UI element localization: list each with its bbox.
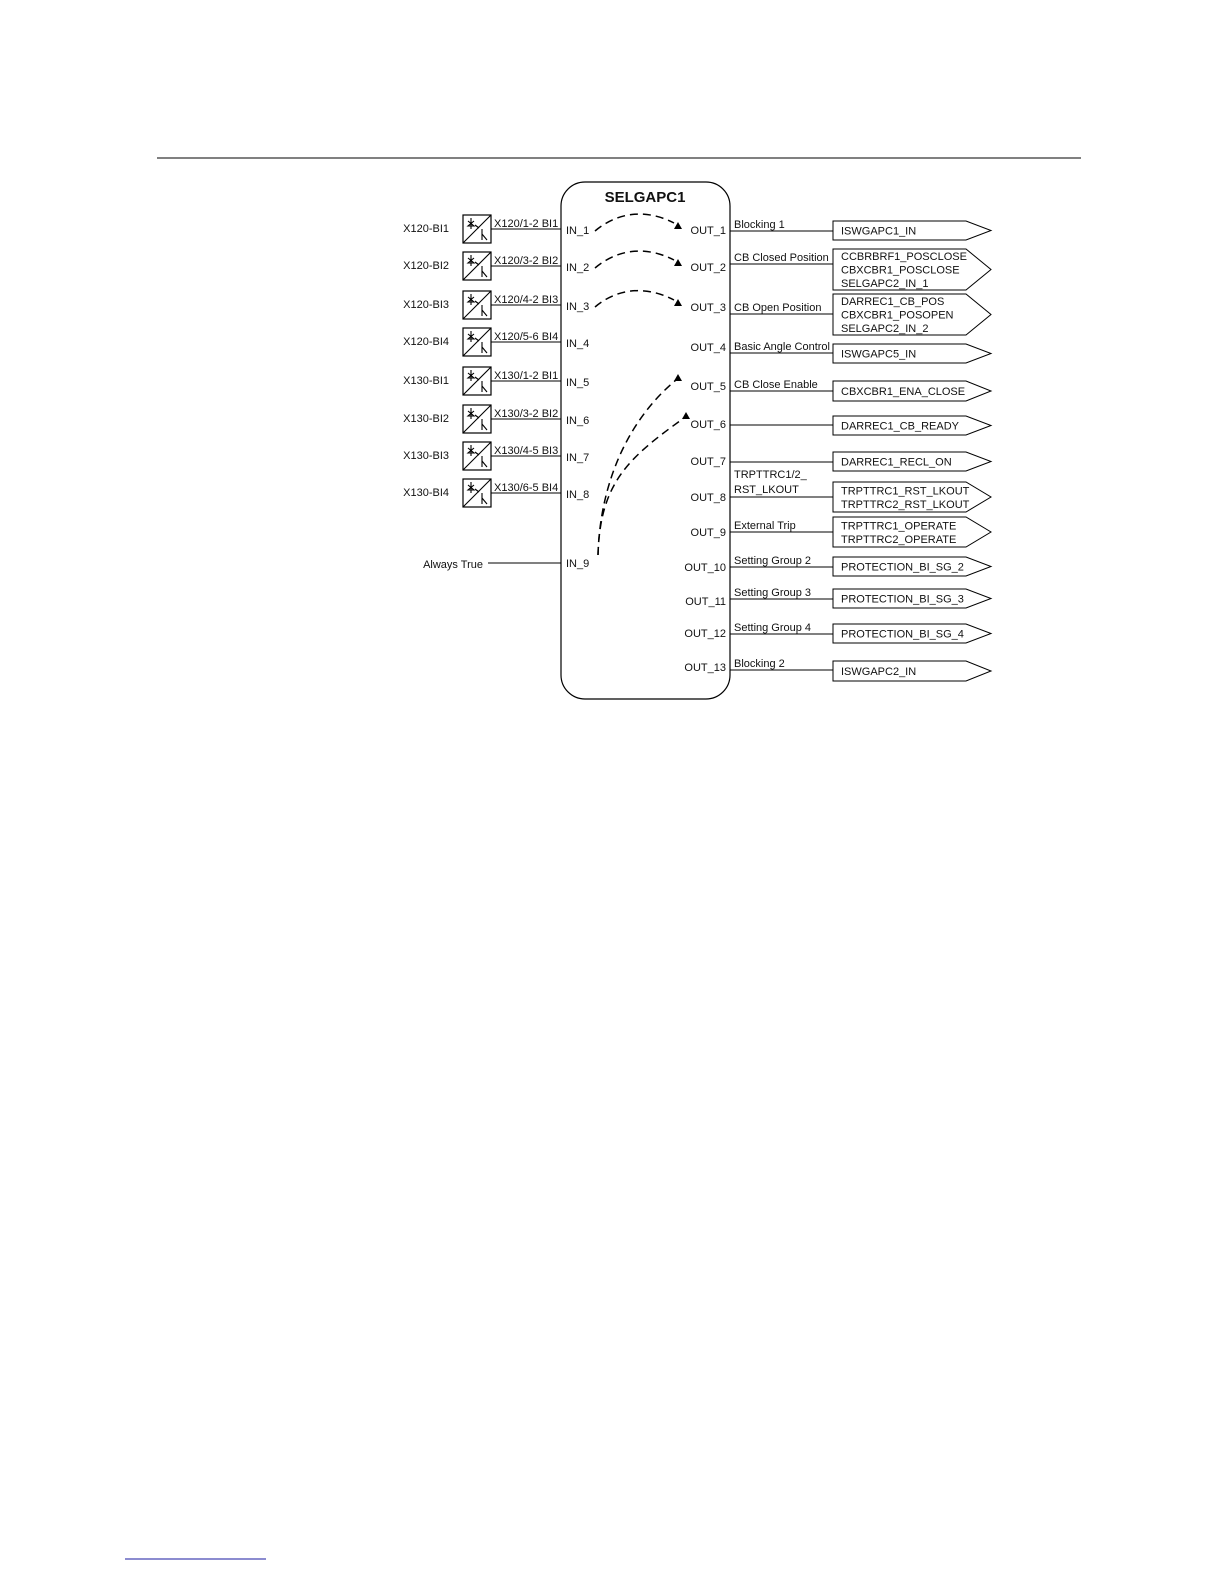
output-target-label: SELGAPC2_IN_1	[841, 278, 929, 290]
output-target-label: CBXCBR1_POSOPEN	[841, 309, 954, 322]
output-target-label: ISWGAPC2_IN	[841, 666, 917, 678]
output-port-label: OUT_2	[690, 262, 726, 274]
output-port-label: OUT_9	[690, 527, 726, 539]
output-port-label: OUT_12	[684, 628, 726, 640]
input-wire-label: X120/5-6 BI4	[494, 331, 559, 343]
input-port-label: IN_6	[566, 415, 590, 427]
input-wire-label: X120/4-2 BI3	[494, 294, 559, 306]
input-wire-label: X130/1-2 BI1	[494, 370, 559, 382]
output-target-label: CCBRBRF1_POSCLOSE	[841, 251, 967, 263]
block-title: SELGAPC1	[604, 189, 686, 206]
output-port-label: OUT_8	[690, 492, 726, 504]
output-target-label: ISWGAPC1_IN	[841, 225, 917, 238]
output-signal-label: Basic Angle Control	[734, 341, 830, 353]
output-signal-label: Setting Group 4	[734, 622, 812, 634]
output-row	[691, 341, 991, 363]
constant-source-label: Always True	[423, 559, 483, 571]
output-target-label: PROTECTION_BI_SG_2	[841, 561, 964, 574]
binary-input-icon	[463, 479, 491, 507]
output-target-label: DARREC1_CB_READY	[841, 420, 959, 433]
input-source-label: X130-BI1	[403, 375, 449, 387]
input-wire-label: X130/6-5 BI4	[494, 482, 559, 494]
output-port-label: OUT_7	[690, 456, 726, 468]
input-wire-label: X130/4-5 BI3	[494, 445, 559, 457]
output-row	[691, 219, 991, 240]
output-signal-label: Blocking 1	[734, 219, 785, 231]
output-target-label: DARREC1_CB_POS	[841, 296, 945, 308]
output-row	[691, 416, 991, 435]
input-port-label: IN_3	[566, 301, 590, 313]
output-signal-label: External Trip	[734, 520, 796, 532]
output-port-label: OUT_4	[690, 342, 726, 354]
output-target-label: CBXCBR1_ENA_CLOSE	[841, 386, 966, 398]
output-signal-label: Setting Group 3	[734, 587, 812, 599]
binary-input-icon	[463, 252, 491, 280]
output-port-label: OUT_1	[690, 225, 726, 237]
output-target-label: CBXCBR1_POSCLOSE	[841, 264, 960, 277]
input-source-label: X130-BI2	[403, 413, 449, 425]
output-target-label: TRPTTRC1_RST_LKOUT	[841, 485, 970, 498]
output-signal-label: CB Closed Position	[734, 252, 829, 264]
output-target-label: TRPTTRC2_OPERATE	[841, 533, 957, 546]
output-signal-label: Blocking 2	[734, 658, 785, 670]
input-wire-label: X120/1-2 BI1	[494, 218, 559, 230]
output-row	[691, 249, 991, 290]
output-target-label: PROTECTION_BI_SG_4	[841, 628, 964, 641]
selgapc1-block	[561, 182, 730, 699]
input-wire-label: X130/3-2 BI2	[494, 408, 559, 420]
output-target-label: TRPTTRC2_RST_LKOUT	[841, 498, 970, 511]
binary-input-icon	[463, 291, 491, 319]
binary-input-icon	[463, 367, 491, 395]
binary-input-icon	[463, 442, 491, 470]
output-port-label: OUT_3	[690, 302, 726, 314]
output-port-label: OUT_6	[690, 419, 726, 431]
output-row	[691, 517, 991, 547]
output-row	[691, 294, 991, 335]
output-signal-label: CB Open Position	[734, 302, 822, 314]
binary-input-icon	[463, 328, 491, 356]
output-row	[685, 587, 991, 608]
output-signal-label: Setting Group 2	[734, 555, 812, 567]
output-target-label: DARREC1_RECL_ON	[841, 456, 952, 469]
input-source-label: X130-BI4	[403, 487, 449, 499]
constant-port-label: IN_9	[566, 558, 590, 570]
output-port-label: OUT_10	[684, 562, 726, 574]
input-source-label: X120-BI3	[403, 299, 449, 311]
output-target-label: TRPTTRC1_OPERATE	[841, 520, 957, 533]
output-port-label: OUT_13	[684, 662, 726, 674]
binary-input-icon	[463, 215, 491, 243]
output-row	[691, 379, 991, 401]
output-target-label: PROTECTION_BI_SG_3	[841, 593, 964, 606]
output-port-label: OUT_11	[685, 596, 726, 608]
input-wire-label: X120/3-2 BI2	[494, 255, 559, 267]
input-port-label: IN_7	[566, 452, 590, 464]
input-port-label: IN_2	[566, 262, 590, 274]
binary-input-icon	[463, 405, 491, 433]
output-signal-label: CB Close Enable	[734, 379, 818, 391]
input-port-label: IN_8	[566, 489, 590, 501]
input-source-label: X120-BI1	[403, 223, 449, 235]
input-source-label: X120-BI4	[403, 336, 449, 348]
input-source-label: X130-BI3	[403, 450, 449, 462]
output-target-label: ISWGAPC5_IN	[841, 348, 917, 361]
output-row	[691, 469, 991, 512]
input-port-label: IN_1	[566, 225, 590, 237]
input-port-label: IN_5	[566, 377, 590, 389]
output-target-label: SELGAPC2_IN_2	[841, 323, 929, 335]
output-signal-label: TRPTTRC1/2_	[734, 469, 807, 481]
output-port-label: OUT_5	[690, 381, 726, 393]
input-port-label: IN_4	[566, 338, 590, 350]
input-source-label: X120-BI2	[403, 260, 449, 272]
output-signal-label: RST_LKOUT	[734, 484, 799, 496]
